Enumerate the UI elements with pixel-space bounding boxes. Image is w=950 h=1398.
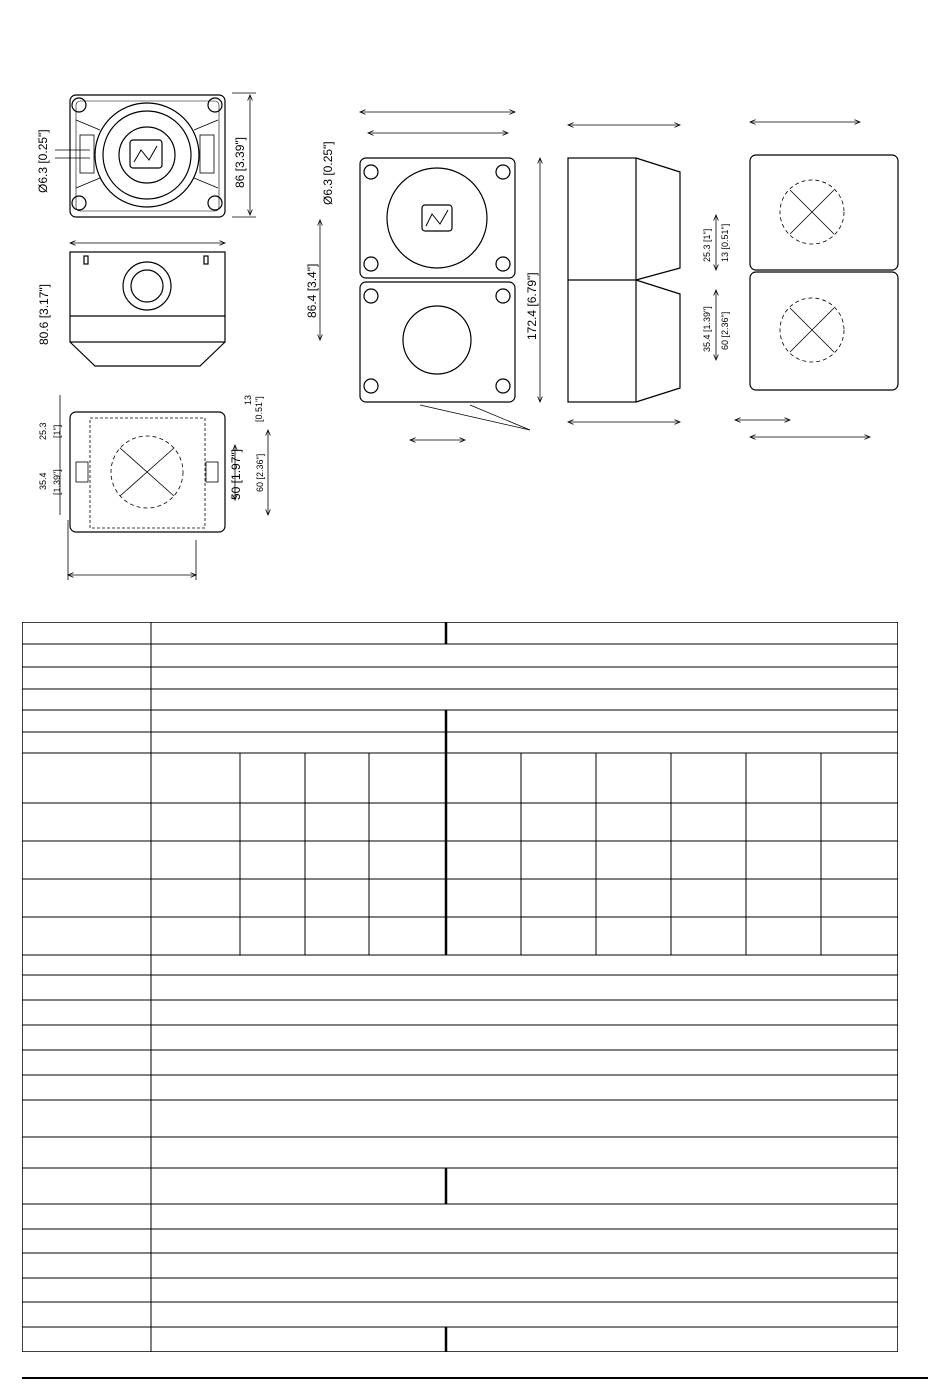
base-35-dimension: 35.4 (38, 472, 48, 490)
base-25-inch: [1"] (52, 424, 62, 438)
base-13-inch: [0.51"] (254, 396, 264, 422)
side-view (70, 252, 225, 366)
base-35-inch: [1.39"] (52, 469, 62, 495)
right-35-dimension: 35.4 [1.39"] (702, 306, 712, 352)
front-view (70, 95, 225, 217)
double-front-view (360, 158, 515, 402)
table-grid (22, 622, 898, 1352)
footer-rule (22, 1377, 928, 1379)
base-13-dimension: 13 (243, 394, 253, 405)
front-hole-dimension: Ø6.3 [0.25"] (36, 129, 50, 193)
right-25-dimension: 25.3 [1"] (702, 228, 712, 262)
side-height-dimension: 80.6 [3.17"] (37, 284, 51, 345)
double-side-view (568, 158, 680, 402)
base-50-dimension: 50 [1.97"] (229, 449, 243, 500)
dimension-drawings (0, 0, 950, 600)
double-hole-dimension: Ø6.3 [0.25"] (321, 141, 335, 205)
base-60-dimension: 60 [2.36"] (255, 453, 265, 492)
spec-table (22, 622, 898, 1352)
front-height-dimension: 86 [3.39"] (233, 137, 247, 188)
double-height-dimension: 172.4 [6.79"] (525, 272, 539, 340)
right-13-dimension: 13 [0.51"] (720, 223, 730, 262)
base-view (70, 412, 225, 532)
right-60-dimension: 60 [2.36"] (720, 311, 730, 350)
base-25-dimension: 25.3 (38, 422, 48, 440)
double-base-view (750, 155, 898, 390)
double-pitch-dimension: 86.4 [3.4"] (305, 263, 319, 318)
